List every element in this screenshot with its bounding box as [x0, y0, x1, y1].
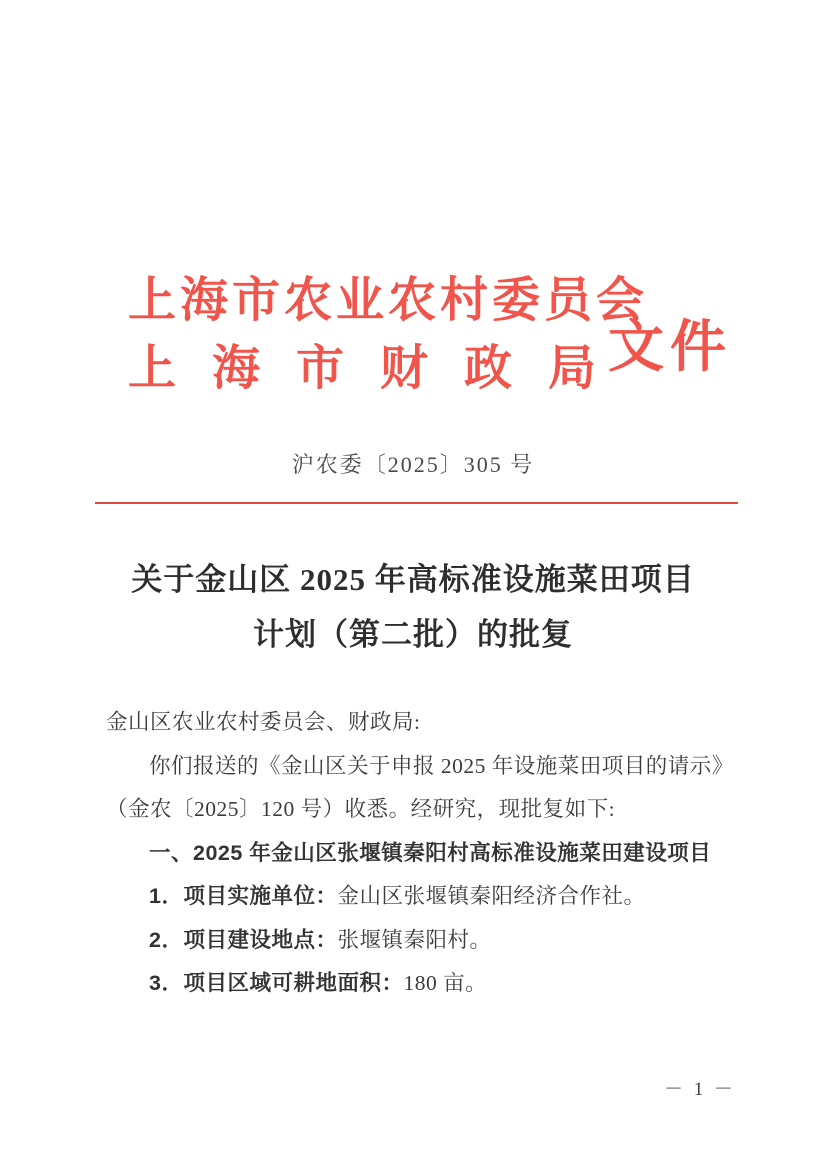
list-item-value: 张堰镇秦阳村。: [337, 927, 492, 952]
red-separator-line: [95, 502, 738, 504]
document-body: [106, 701, 742, 1006]
list-item-value: 金山区张堰镇秦阳经济合作社。: [337, 884, 646, 908]
list-item-value: 180 亩。: [403, 971, 488, 995]
letterhead-org-line2: 上海市财政局: [128, 342, 633, 395]
list-item-label: 2．项目建设地点：: [149, 927, 338, 952]
document-title-line2: 计划（第二批）的批复: [253, 617, 573, 652]
letterhead-org-line1: 上海市农业农村委员会: [128, 274, 649, 327]
document-title: [0, 552, 826, 662]
list-item: [106, 919, 742, 963]
paragraph-line: （金农〔2025〕120 号）收悉。经研究，现批复如下:: [106, 797, 616, 821]
document-title-line1: 关于金山区 2025 年高标准设施菜田项目: [131, 562, 695, 597]
letterhead-doc-type: 文件: [608, 317, 732, 379]
page-number: － 1 －: [663, 1079, 736, 1100]
paragraph-line: 你们报送的《金山区关于申报 2025 年设施菜田项目的请示》: [149, 753, 734, 778]
list-item-label: 1．项目实施单位：: [149, 884, 338, 908]
list-item: [106, 875, 742, 919]
list-item-label: 3．项目区域可耕地面积：: [149, 971, 404, 995]
list-item: [106, 962, 742, 1006]
doc-number: 沪农委〔2025〕305 号: [291, 452, 535, 477]
letterhead: [128, 272, 649, 398]
section-heading: 一、2025 年金山区张堰镇秦阳村高标准设施菜田建设项目: [149, 840, 712, 865]
salutation: 金山区农业农村委员会、财政局:: [106, 710, 421, 734]
